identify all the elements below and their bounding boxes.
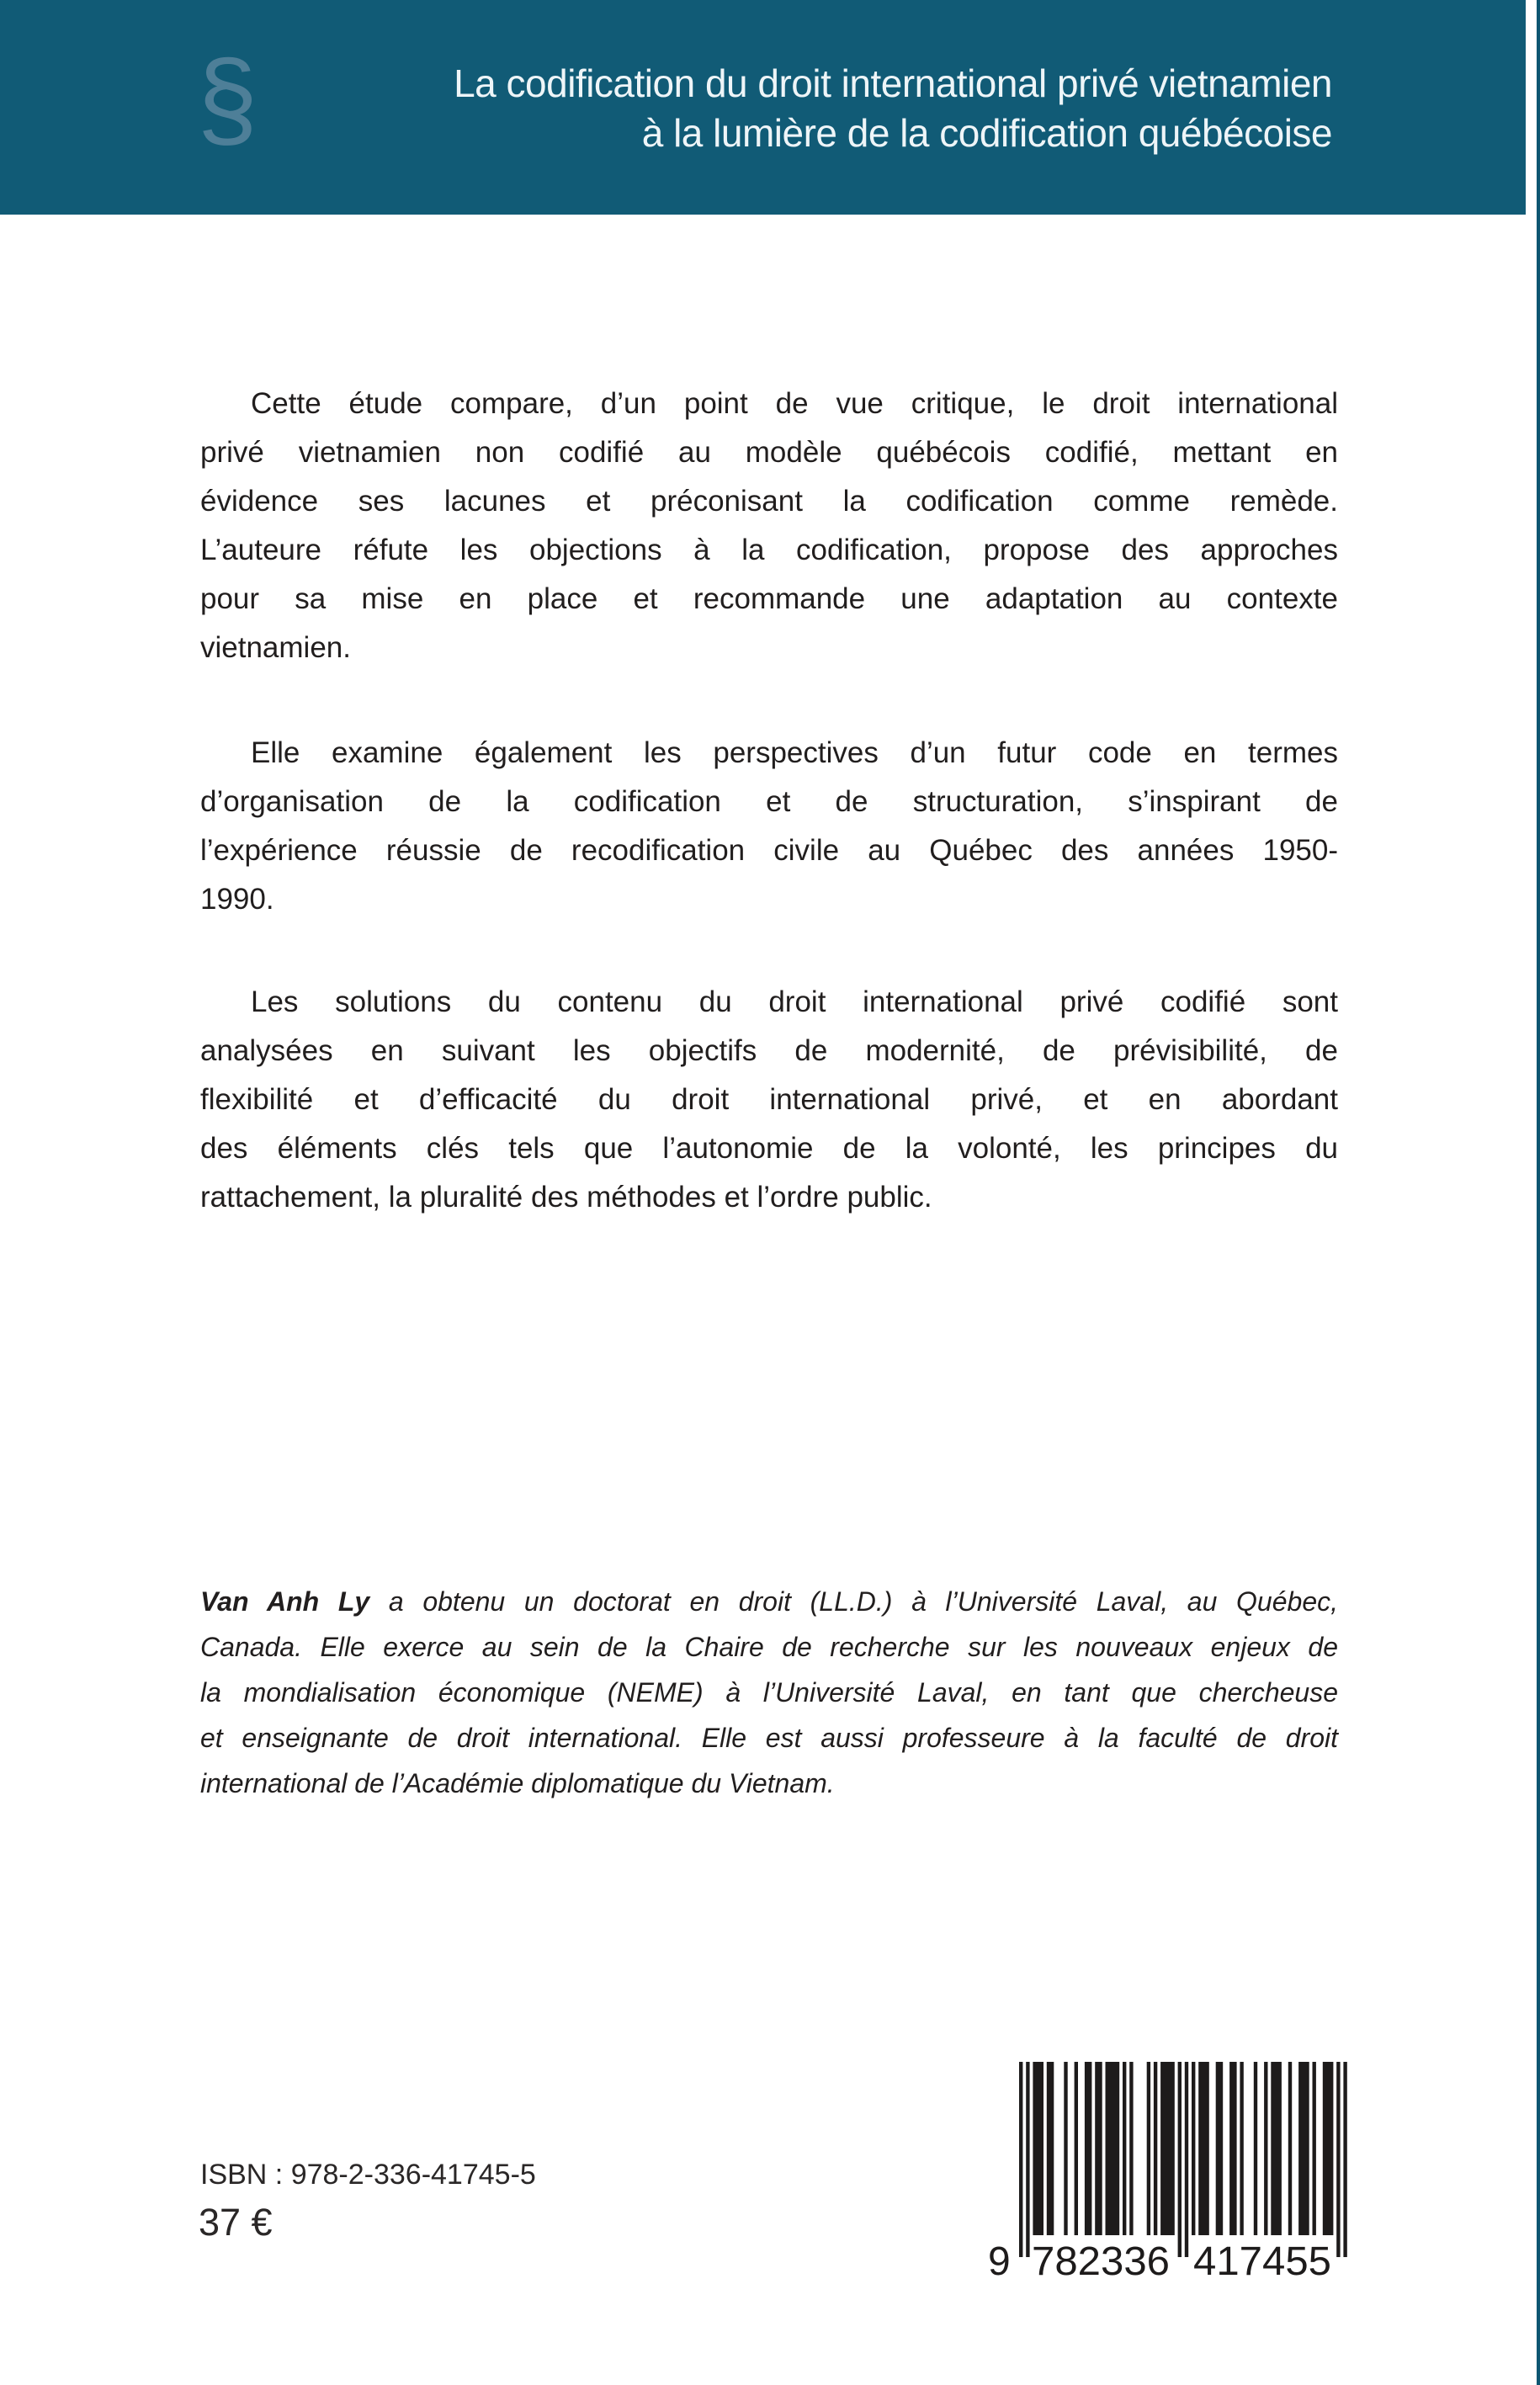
svg-text:782336: 782336 — [1032, 2239, 1170, 2279]
synopsis-line: vietnamien. — [200, 631, 351, 664]
author-bio — [200, 1579, 1338, 1806]
synopsis-paragraph-3 — [200, 978, 1338, 1222]
svg-text:9: 9 — [988, 2239, 1011, 2279]
synopsis-line: Cette étude compare, d’un point de vue critique, le droit international — [251, 387, 1338, 420]
synopsis-paragraph-2 — [200, 729, 1338, 924]
author-bio-text: a obtenu un doctorat en droit (LL.D.) à l’Université Laval, au Québec, — [369, 1586, 1339, 1617]
synopsis-line: privé vietnamien non codifié au modèle québécois codifié, mettant en — [200, 436, 1338, 469]
svg-text:417455: 417455 — [1193, 2239, 1331, 2279]
author-bio-line — [200, 1579, 1338, 1624]
isbn-label: ISBN : 978-2-336-41745-5 — [200, 2159, 536, 2191]
synopsis-line: 1990. — [200, 883, 274, 916]
synopsis-line: l’expérience réussie de recodification civile au Québec des années 1950- — [200, 834, 1338, 867]
author-bio-line: la mondialisation économique (NEME) à l’Université Laval, en tant que chercheuse — [200, 1677, 1338, 1708]
synopsis-line: des éléments clés tels que l’autonomie de la volonté, les principes du — [200, 1132, 1338, 1165]
synopsis-paragraph-1 — [200, 380, 1338, 672]
author-name: Van Anh Ly — [200, 1586, 370, 1617]
author-bio-line: et enseignante de droit international. Elle est aussi professeure à la faculté de droit — [200, 1723, 1338, 1753]
ean13-barcode — [983, 2058, 1353, 2279]
synopsis-line: L’auteure réfute les objections à la codification, propose des approches — [200, 534, 1338, 566]
page-edge-line — [1537, 0, 1540, 2385]
price-label: 37 € — [199, 2201, 273, 2244]
synopsis-line: rattachement, la pluralité des méthodes et l’ordre public. — [200, 1181, 932, 1214]
synopsis-line: pour sa mise en place et recommande une adaptation au contexte — [200, 582, 1338, 615]
author-bio-line: international de l’Académie diplomatique du Vietnam. — [200, 1768, 835, 1798]
synopsis-line: Elle examine également les perspectives d’un futur code en termes — [251, 736, 1338, 769]
book-title — [454, 59, 1332, 158]
synopsis-line: flexibilité et d’efficacité du droit international privé, et en abordant — [200, 1083, 1338, 1116]
header-band — [0, 0, 1526, 215]
synopsis-line: d’organisation de la codification et de structuration, s’inspirant de — [200, 785, 1338, 818]
section-symbol-icon: § — [197, 37, 258, 160]
author-bio-line: Canada. Elle exerce au sein de la Chaire de recherche sur les nouveaux enjeux de — [200, 1632, 1338, 1662]
synopsis-line: Les solutions du contenu du droit international privé codifié sont — [251, 985, 1338, 1018]
synopsis-line: évidence ses lacunes et préconisant la codification comme remède. — [200, 485, 1338, 518]
book-title-line-1: La codification du droit international privé vietnamien — [454, 61, 1332, 105]
synopsis-line: analysées en suivant les objectifs de modernité, de prévisibilité, de — [200, 1034, 1338, 1067]
book-title-line-2: à la lumière de la codification québécoise — [641, 111, 1332, 155]
